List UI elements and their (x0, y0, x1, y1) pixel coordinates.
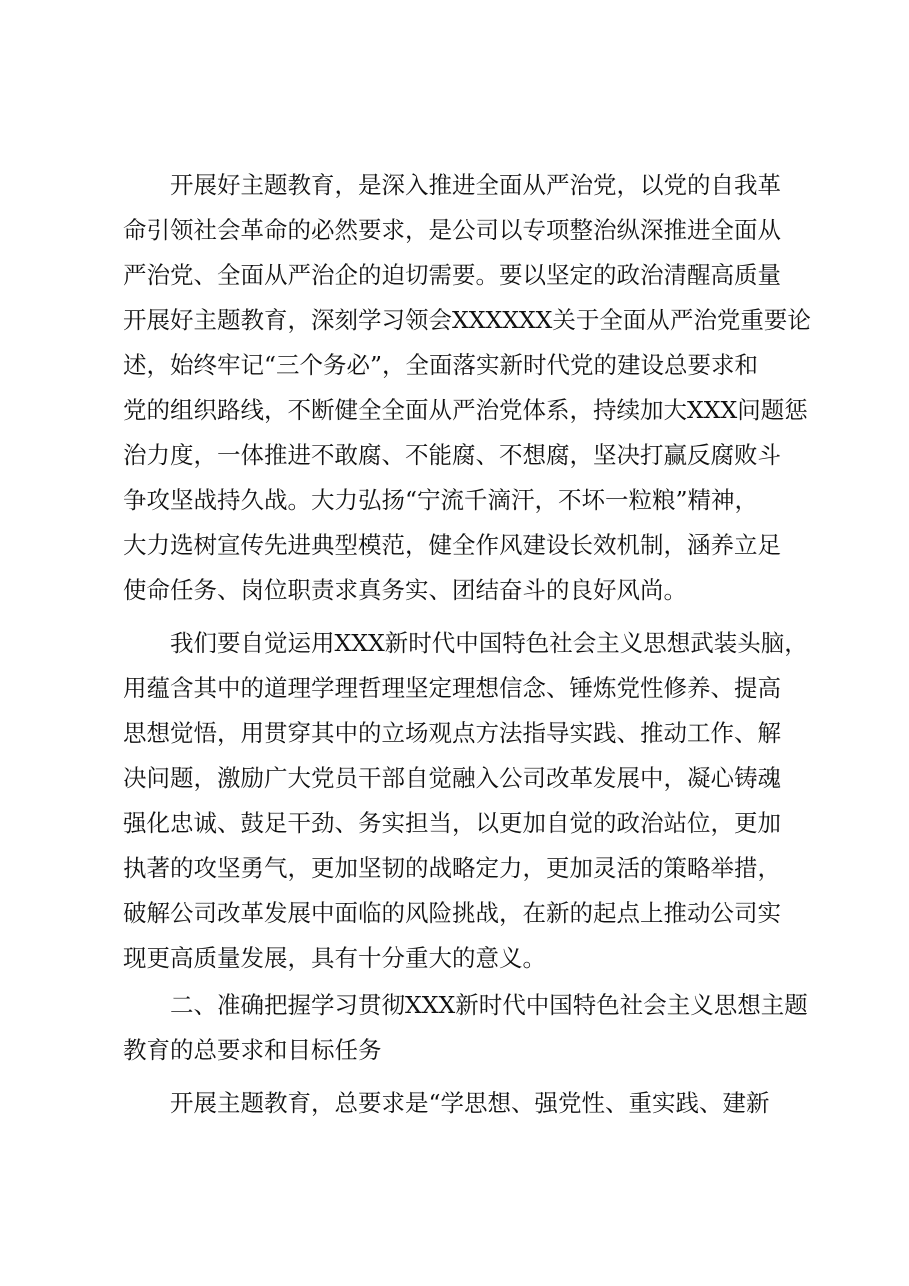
paragraph-2-line-8: 现更高质量发展，具有十分重大的意义。 (123, 944, 546, 972)
paragraph-1-line-5: 述，始终牢记“三个务必”，全面落实新时代党的建设总要求和 (123, 351, 759, 379)
paragraph-3-line-1: 开展主题教育，总要求是“学思想、强党性、重实践、建新 (170, 1089, 770, 1117)
paragraph-1-line-7: 治力度，一体推进不敢腐、不能腐、不想腐，坚决打赢反腐败斗 (123, 441, 781, 469)
paragraph-2-line-3: 思想觉悟，用贯穿其中的立场观点方法指导实践、推动工作、解 (123, 719, 781, 747)
section-heading-line-2: 教育的总要求和目标任务 (123, 1036, 382, 1064)
paragraph-1-line-10: 使命任务、岗位职责求真务实、团结奋斗的良好风尚。 (123, 576, 687, 604)
section-heading-line-1: 二、准确把握学习贯彻XXX新时代中国特色社会主义思想主题 (170, 991, 808, 1019)
paragraph-1-line-8: 争攻坚战持久战。大力弘扬“宁流千滴汗，不坏一粒粮”精神， (123, 486, 759, 514)
paragraph-2-line-5: 强化忠诚、鼓足干劲、务实担当，以更加自觉的政治站位，更加 (123, 809, 781, 837)
paragraph-2-line-4: 决问题，激励广大党员干部自觉融入公司改革发展中，凝心铸魂 (123, 764, 781, 792)
paragraph-1-line-4: 开展好主题教育，深刻学习领会XXXXXX关于全面从严治党重要论 (123, 306, 811, 334)
paragraph-1-line-6: 党的组织路线，不断健全全面从严治党体系，持续加大XXX问题惩 (123, 396, 808, 424)
paragraph-1-line-3: 严治党、全面从严治企的迫切需要。要以坚定的政治清醒高质量 (123, 261, 781, 289)
paragraph-1-line-2: 命引领社会革命的必然要求，是公司以专项整治纵深推进全面从 (123, 216, 781, 244)
paragraph-1-line-1: 开展好主题教育，是深入推进全面从严治党，以党的自我革 (170, 171, 781, 199)
paragraph-2-line-2: 用蕴含其中的道理学理哲理坚定理想信念、锤炼党性修养、提高 (123, 674, 781, 702)
paragraph-1-line-9: 大力选树宣传先进典型模范，健全作风建设长效机制，涵养立足 (123, 531, 781, 559)
paragraph-2-line-1: 我们要自觉运用XXX新时代中国特色社会主义思想武装头脑， (170, 629, 808, 657)
paragraph-2-line-7: 破解公司改革发展中面临的风险挑战，在新的起点上推动公司实 (123, 899, 781, 927)
paragraph-2-line-6: 执著的攻坚勇气，更加坚韧的战略定力，更加灵活的策略举措， (123, 854, 781, 882)
